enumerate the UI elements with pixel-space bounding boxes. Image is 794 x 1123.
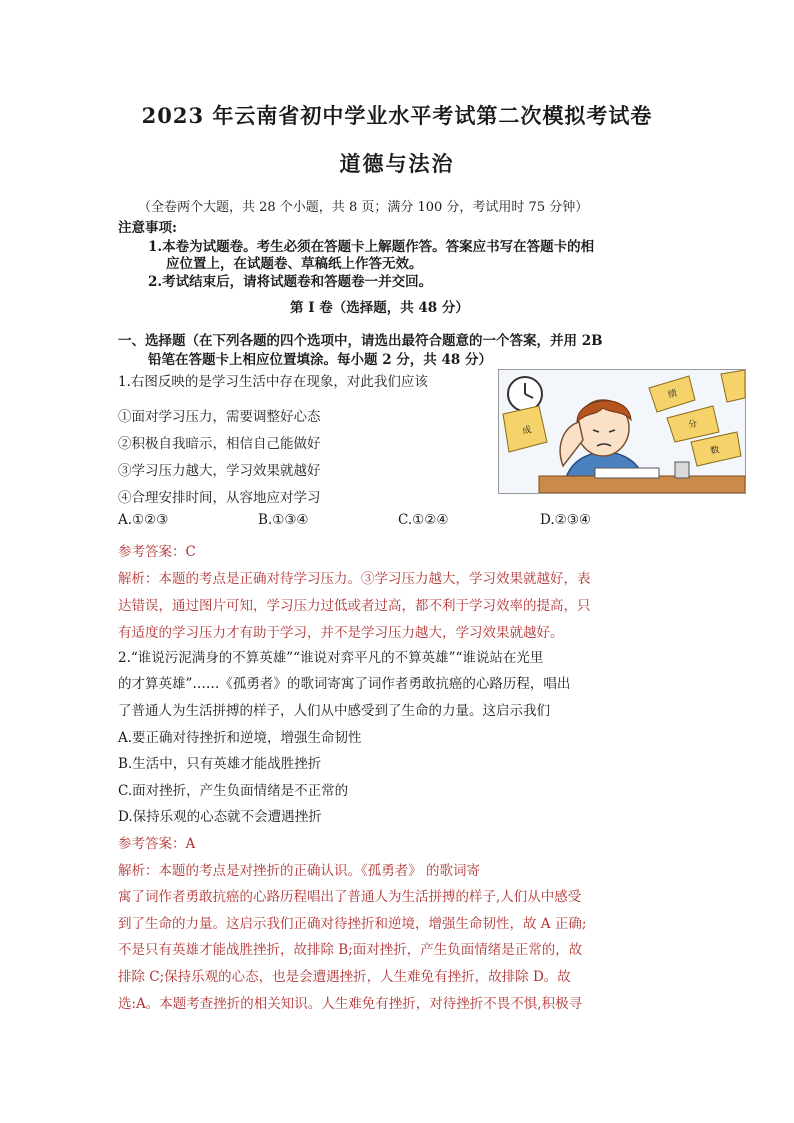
- paper-label: 绩: [667, 388, 679, 401]
- q2-answer: 参考答案：A: [118, 836, 196, 852]
- q1-options: [118, 512, 638, 532]
- section-heading: 第 I 卷（选择题，共 48 分）: [290, 300, 469, 316]
- illustration-drawing: [499, 370, 745, 493]
- q2-explanation-1: 解析：本题的考点是对挫折的正确认识。《孤勇者》 的歌词寄: [118, 863, 481, 879]
- q1-statement-2: ②积极自我暗示，相信自己能做好: [118, 436, 321, 452]
- part-heading: 一、选择题（在下列各题的四个选项中，请选出最符合题意的一个答案，并用 2B: [118, 333, 603, 349]
- notice-item-1: 1.本卷为试题卷。考生必须在答题卡上解题作答。答案应书写在答题卡的相: [148, 239, 595, 255]
- q2-option-d: D.保持乐观的心态就不会遭遇挫折: [118, 809, 322, 825]
- q1-option-a: A.①②③: [118, 512, 169, 528]
- q2-stem-3: 了普通人为生活拼搏的样子，人们从中感受到了生命的力量。这启示我们: [118, 703, 550, 719]
- q2-explanation-2: 寓了词作者勇敢抗癌的心路历程唱出了普通人为生活拼搏的样子,人们从中感受: [118, 889, 582, 905]
- q1-statement-3: ③学习压力越大，学习效果就越好: [118, 463, 321, 479]
- stressed-student-illustration: [498, 369, 746, 494]
- cup-icon: [675, 462, 689, 478]
- q2-option-a: A.要正确对待挫折和逆境，增强生命韧性: [118, 730, 362, 746]
- q1-answer: 参考答案：C: [118, 544, 196, 560]
- q2-option-c: C.面对挫折，产生负面情绪是不正常的: [118, 783, 349, 799]
- notice-item-1-cont: 应位置上，在试题卷、草稿纸上作答无效。: [166, 256, 423, 272]
- q2-stem-2: 的才算英雄”……《孤勇者》的歌词寄寓了词作者勇敢抗癌的心路历程，唱出: [118, 676, 571, 692]
- q2-explanation-6: 选:A。本题考查挫折的相关知识。人生难免有挫折，对待挫折不畏不惧,积极寻: [118, 996, 583, 1012]
- q2-stem-1: 2.“谁说污泥满身的不算英雄”“谁说对弈平凡的不算英雄”“谁说站在光里: [118, 650, 544, 666]
- q1-statement-4: ④合理安排时间，从容地应对学习: [118, 490, 321, 506]
- q1-option-c: C.①②④: [398, 512, 449, 528]
- exam-subject: 道德与法治: [339, 151, 455, 176]
- q2-explanation-5: 排除 C;保持乐观的心态，也是会遭遇挫折，人生难免有挫折，故排除 D。故: [118, 969, 571, 985]
- paper-label: 成: [521, 425, 533, 437]
- part-heading-cont: 铅笔在答题卡上相应位置填涂。每小题 2 分，共 48 分）: [148, 352, 492, 368]
- q1-option-b: B.①③④: [258, 512, 309, 528]
- notice-heading: 注意事项:: [118, 220, 177, 236]
- q2-explanation-3: 到了生命的力量。这启示我们正确对待挫折和逆境，增强生命韧性，故 A 正确;: [118, 916, 587, 932]
- clock-icon: [508, 377, 542, 411]
- paper-label: 分: [687, 419, 699, 431]
- exam-title: 2023 年云南省初中学业水平考试第二次模拟考试卷: [141, 103, 653, 128]
- q1-explanation-2: 达错误，通过图片可知，学习压力过低或者过高，都不利于学习效率的提高，只: [118, 598, 591, 614]
- q1-explanation-1: 解析：本题的考点是正确对待学习压力。③学习压力越大，学习效果就越好，表: [118, 571, 591, 587]
- q1-explanation-3: 有适度的学习压力才有助于学习，并不是学习压力越大，学习效果就越好。: [118, 625, 564, 641]
- q1-stem: 1.右图反映的是学习生活中存在现象，对此我们应该: [118, 374, 428, 390]
- q1-statement-1: ①面对学习压力，需要调整好心态: [118, 409, 321, 425]
- paper-label: 数: [709, 445, 721, 457]
- exam-info: （全卷两个大题，共 28 个小题，共 8 页；满分 100 分，考试用时 75 分钟）: [138, 200, 589, 215]
- book-icon: [595, 468, 659, 478]
- notice-item-2: 2.考试结束后，请将试题卷和答题卷一并交回。: [148, 274, 433, 290]
- q1-option-d: D.②③④: [540, 512, 591, 528]
- q2-explanation-4: 不是只有英雄才能战胜挫折，故排除 B;面对挫折，产生负面情绪是正常的，故: [118, 942, 583, 958]
- q2-option-b: B.生活中，只有英雄才能战胜挫折: [118, 756, 322, 772]
